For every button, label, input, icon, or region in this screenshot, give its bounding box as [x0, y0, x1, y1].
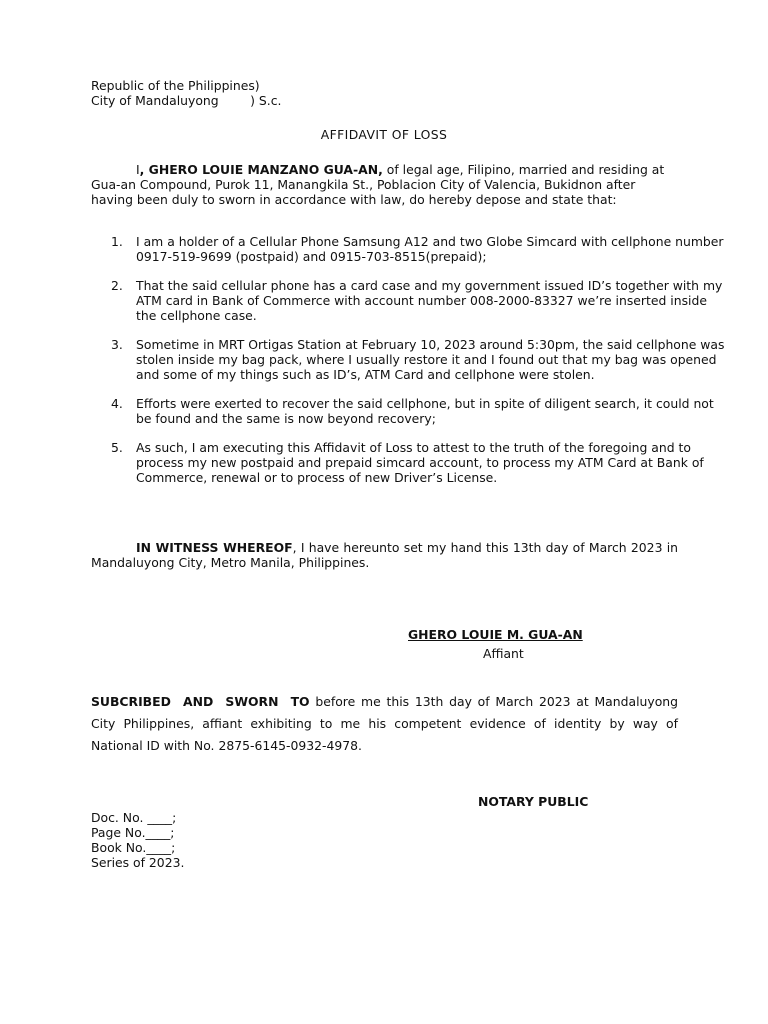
jurat-heading: SUBCRIBED AND SWORN TO [91, 694, 310, 709]
item-number: 3. [111, 337, 123, 352]
witness-text: , I have hereunto set my hand this 13th day of March 2023 in Mandaluyong City, Metro Manila, Philippines. [91, 540, 679, 570]
affiant-label: Affiant [483, 646, 524, 661]
caption-city: City of Mandaluyong ) S.c. [91, 93, 282, 108]
item-text: Sometime in MRT Ortigas Station at February 10, 2023 around 5:30pm, the said cellphone was stolen inside my bag pack, where I usually restore it and I found out that my bag was opened and some of my things such as ID’s, ATM Card and cellphone were stolen. [136, 337, 725, 382]
notary-public-label: NOTARY PUBLIC [478, 794, 589, 809]
affiant-signature-name: GHERO LOUIE M. GUA-AN [408, 627, 583, 642]
intro-prefix: I [136, 162, 140, 177]
item-number: 1. [111, 234, 123, 249]
witness-clause [91, 540, 678, 570]
item-number: 5. [111, 440, 123, 455]
list-item [111, 234, 726, 264]
page-number: Page No.____; [91, 825, 175, 840]
list-item [111, 396, 726, 426]
intro-text: of legal age, Filipino, married and residing at Gua-an Compound, Purok 11, Manangkila St., Poblacion City of Valencia, Bukidnon after having been duly to sworn in accordance with law, do hereby depose and state that: [91, 162, 665, 207]
list-item [111, 440, 726, 485]
notarial-register [91, 810, 291, 870]
document-title: AFFIDAVIT OF LOSS [320, 127, 448, 142]
jurat-paragraph [91, 691, 678, 757]
book-number: Book No.____; [91, 840, 176, 855]
document-caption [91, 78, 391, 108]
item-text: That the said cellular phone has a card case and my government issued ID’s together with my ATM card in Bank of Commerce with account number 008-2000-83327 we’re inserted inside the cellphone case. [136, 278, 723, 323]
item-number: 4. [111, 396, 123, 411]
item-text: Efforts were exerted to recover the said cellphone, but in spite of diligent search, it could not be found and the same is now beyond recovery; [136, 396, 714, 426]
jurat-text: before me this 13th day of March 2023 at Mandaluyong City Philippines, affiant exhibiting to me his competent evidence of identity by way of National ID with No. 2875-6145-0932-4978. [91, 694, 679, 753]
series-year: Series of 2023. [91, 855, 185, 870]
list-item [111, 278, 726, 323]
item-number: 2. [111, 278, 123, 293]
item-text: As such, I am executing this Affidavit of Loss to attest to the truth of the foregoing and to process my new postpaid and prepaid simcard account, to process my ATM Card at Bank of Commerce, renewal or to process of new Driver’s License. [136, 440, 704, 485]
caption-country: Republic of the Philippines) [91, 78, 260, 93]
intro-paragraph [91, 162, 678, 207]
witness-heading: IN WITNESS WHEREOF [136, 540, 293, 555]
doc-number: Doc. No. ____; [91, 810, 177, 825]
item-text: I am a holder of a Cellular Phone Samsung A12 and two Globe Simcard with cellphone number 0917-519-9699 (postpaid) and 0915-703-8515(prepaid); [136, 234, 724, 264]
affiant-full-name: , GHERO LOUIE MANZANO GUA-AN, [139, 162, 383, 177]
statement-list [91, 234, 726, 499]
list-item [111, 337, 726, 382]
